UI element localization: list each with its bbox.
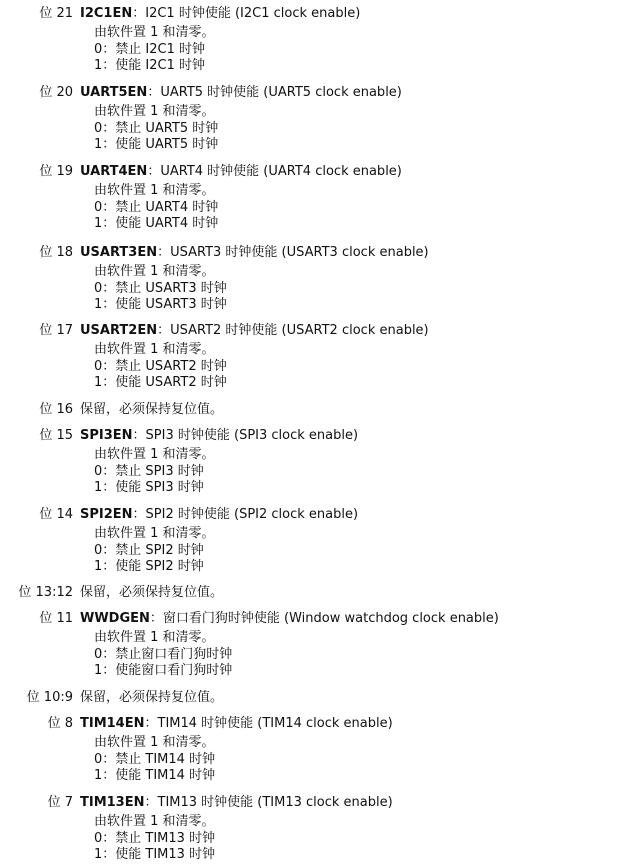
bit-description: ：TIM13 时钟使能 (TIM13 clock enable) <box>144 795 393 810</box>
bit-description: ：SPI2 时钟使能 (SPI2 clock enable) <box>132 507 359 522</box>
bit-detail-line: 1：使能 SPI2 时钟 <box>94 559 204 574</box>
bit-detail-line: 1：使能 TIM13 时钟 <box>94 847 216 862</box>
bit-number: 位 18 <box>39 245 73 260</box>
bit-description: 保留，必须保持复位值。 <box>80 585 224 600</box>
bit-description: ：USART3 时钟使能 (USART3 clock enable) <box>157 245 429 260</box>
bit-title <box>80 428 358 444</box>
bit-field-name: TIM13EN <box>80 795 145 810</box>
bit-field-name: TIM14EN <box>80 716 145 731</box>
bit-title <box>80 85 402 101</box>
bit-description: ：SPI3 时钟使能 (SPI3 clock enable) <box>132 428 359 443</box>
bit-field-name: WWDGEN <box>80 611 150 626</box>
bit-number: 位 11 <box>39 611 73 626</box>
bit-field-name: USART2EN <box>80 323 158 338</box>
bit-number: 位 10:9 <box>26 690 73 705</box>
bit-detail-line: 0：禁止 SPI2 时钟 <box>94 543 204 558</box>
bit-detail-line: 0：禁止 UART4 时钟 <box>94 200 219 215</box>
bit-detail-line: 由软件置 1 和清零。 <box>94 735 215 750</box>
bit-detail-line: 1：使能 UART4 时钟 <box>94 216 219 231</box>
bit-detail-line: 1：使能 USART2 时钟 <box>94 375 227 390</box>
bit-detail-line: 0：禁止 USART2 时钟 <box>94 359 227 374</box>
bit-title <box>80 716 393 732</box>
bit-description: ：窗口看门狗时钟使能 (Window watchdog clock enable) <box>149 611 499 626</box>
bit-detail-line: 由软件置 1 和清零。 <box>94 342 215 357</box>
bit-title <box>80 402 223 418</box>
bit-number: 位 13:12 <box>18 585 73 600</box>
bit-detail-line: 1：使能窗口看门狗时钟 <box>94 663 233 678</box>
bit-detail-line: 由软件置 1 和清零。 <box>94 447 215 462</box>
bit-field-name: I2C1EN <box>80 6 133 21</box>
bit-title <box>80 6 360 22</box>
bit-number: 位 19 <box>39 164 73 179</box>
bit-description: 保留，必须保持复位值。 <box>80 690 224 705</box>
bit-detail-line: 0：禁止窗口看门狗时钟 <box>94 647 233 662</box>
bit-title <box>80 585 223 601</box>
bit-detail-line: 0：禁止 TIM13 时钟 <box>94 831 216 846</box>
bit-description: ：USART2 时钟使能 (USART2 clock enable) <box>157 323 429 338</box>
bit-detail-line: 由软件置 1 和清零。 <box>94 264 215 279</box>
bit-title <box>80 323 429 339</box>
bit-description: 保留，必须保持复位值。 <box>80 402 224 417</box>
bit-number: 位 16 <box>39 402 73 417</box>
bit-detail-line: 0：禁止 UART5 时钟 <box>94 121 219 136</box>
bit-detail-line: 1：使能 I2C1 时钟 <box>94 58 205 73</box>
bit-title <box>80 245 429 261</box>
bit-detail-line: 1：使能 TIM14 时钟 <box>94 768 216 783</box>
bit-number: 位 21 <box>39 6 73 21</box>
bit-description: ：I2C1 时钟使能 (I2C1 clock enable) <box>132 6 361 21</box>
bit-detail-line: 0：禁止 I2C1 时钟 <box>94 42 205 57</box>
bit-detail-line: 1：使能 SPI3 时钟 <box>94 480 204 495</box>
bit-number: 位 14 <box>39 507 73 522</box>
bit-title <box>80 690 223 706</box>
bit-field-name: SPI2EN <box>80 507 133 522</box>
bit-detail-line: 由软件置 1 和清零。 <box>94 25 215 40</box>
bit-title <box>80 611 499 627</box>
bit-detail-line: 由软件置 1 和清零。 <box>94 183 215 198</box>
bit-detail-line: 0：禁止 SPI3 时钟 <box>94 464 204 479</box>
bit-detail-line: 由软件置 1 和清零。 <box>94 104 215 119</box>
bit-description: ：UART4 时钟使能 (UART4 clock enable) <box>147 164 402 179</box>
bit-detail-line: 0：禁止 TIM14 时钟 <box>94 752 216 767</box>
bit-detail-line: 1：使能 USART3 时钟 <box>94 297 227 312</box>
bit-detail-line: 由软件置 1 和清零。 <box>94 814 215 829</box>
bit-detail-line: 0：禁止 USART3 时钟 <box>94 281 227 296</box>
bit-description: ：UART5 时钟使能 (UART5 clock enable) <box>147 85 402 100</box>
bit-field-name: SPI3EN <box>80 428 133 443</box>
bit-detail-line: 1：使能 UART5 时钟 <box>94 137 219 152</box>
bit-field-name: USART3EN <box>80 245 158 260</box>
bit-number: 位 17 <box>39 323 73 338</box>
bit-number: 位 15 <box>39 428 73 443</box>
bit-description: ：TIM14 时钟使能 (TIM14 clock enable) <box>144 716 393 731</box>
bit-detail-line: 由软件置 1 和清零。 <box>94 630 215 645</box>
bit-number: 位 20 <box>39 85 73 100</box>
bit-title <box>80 164 402 180</box>
bit-title <box>80 507 358 523</box>
bit-number: 位 7 <box>47 795 73 810</box>
bit-detail-line: 由软件置 1 和清零。 <box>94 526 215 541</box>
bit-number: 位 8 <box>47 716 73 731</box>
bit-field-name: UART5EN <box>80 85 148 100</box>
bit-title <box>80 795 393 811</box>
bit-field-name: UART4EN <box>80 164 148 179</box>
